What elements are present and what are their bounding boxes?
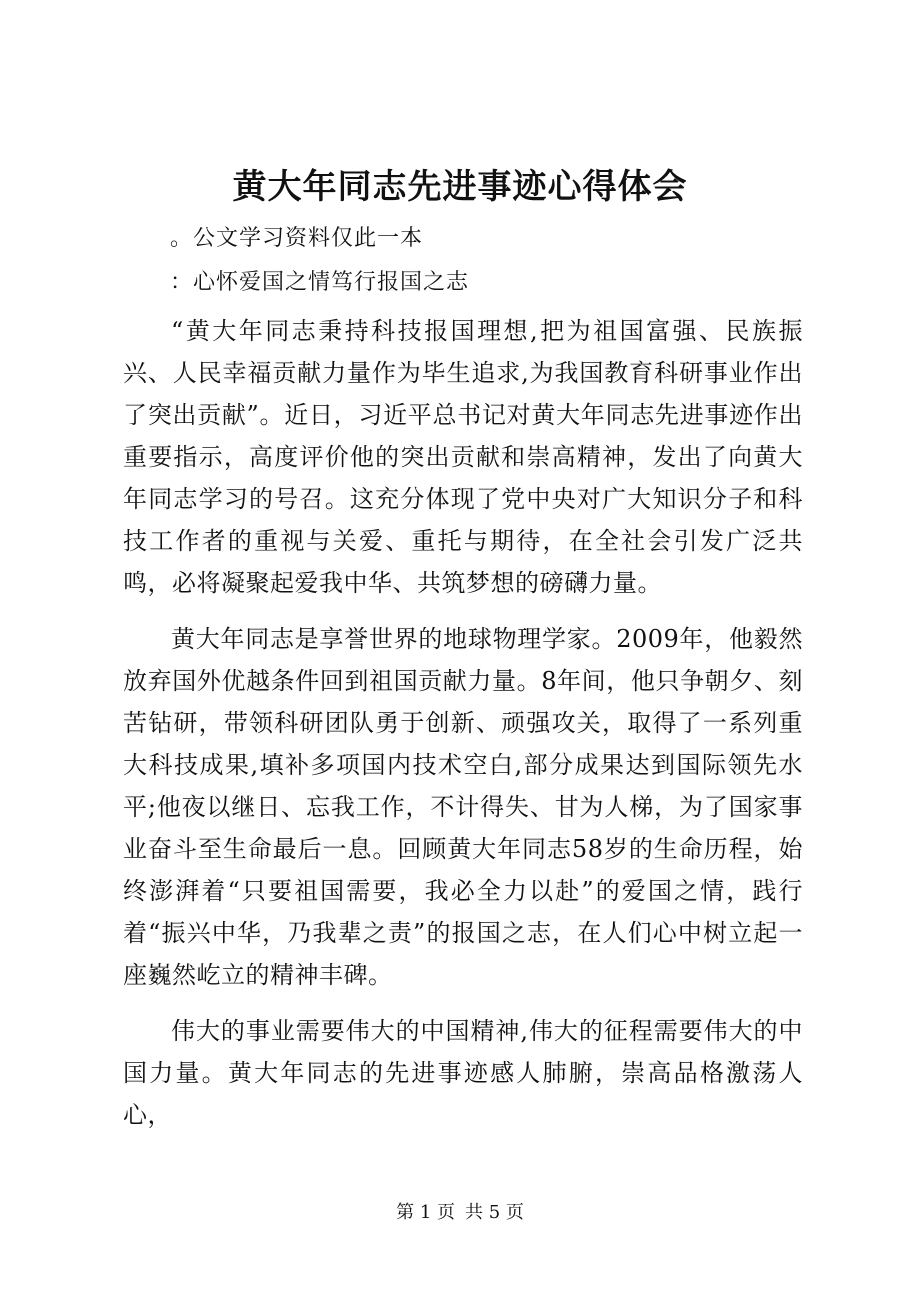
paragraph-1: “黄大年同志秉持科技报国理想,把为祖国富强、民族振兴、人民幸福贡献力量作为毕生追求,为我国教育科研事业作出了突出贡献”。近日，习近平总书记对黄大年同志先进事迹作出重要指示，高度评价他的突出贡献和崇高精神，发出了向黄大年同志学习的号召。这充分体现了党中央对广大知识分子和科技工作者的重视与关爱、重托与期待，在全社会引发广泛共鸣，必将凝聚起爱我中华、共筑梦想的磅礴力量。 <box>123 317 803 597</box>
paragraph-3: 伟大的事业需要伟大的中国精神,伟大的征程需要伟大的中国力量。黄大年同志的先进事迹感人肺腑，崇高品格激荡人心， <box>123 1017 803 1129</box>
subtitle-source: 。公文学习资料仅此一本 <box>170 226 424 251</box>
subtitle-theme: ：心怀爱国之情笃行报国之志 <box>170 270 470 295</box>
paragraph-2: 黄大年同志是享誉世界的地球物理学家。2009年，他毅然放弃国外优越条件回到祖国贡献力量。8年间，他只争朝夕、刻苦钻研，带领科研团队勇于创新、顽强攻关，取得了一系列重大科技成果,填补多项国内技术空白,部分成果达到国际领先水平;他夜以继日、忘我工作，不计得失、甘为人梯，为了国家事业奋斗至生命最后一息。回顾黄大年同志58岁的生命历程，始终澎湃着“只要祖国需要，我必全力以赴”的爱国之情，践行着“振兴中华，乃我辈之责”的报国之志，在人们心中树立起一座巍然屹立的精神丰碑。 <box>123 625 803 989</box>
page-total: 共 5 页 <box>465 1202 524 1223</box>
document-title: 黄大年同志先进事迹心得体会 <box>232 167 688 207</box>
document-body <box>123 310 803 1150</box>
page-number: 第 1 页 <box>396 1202 455 1223</box>
page-footer <box>0 1200 920 1226</box>
